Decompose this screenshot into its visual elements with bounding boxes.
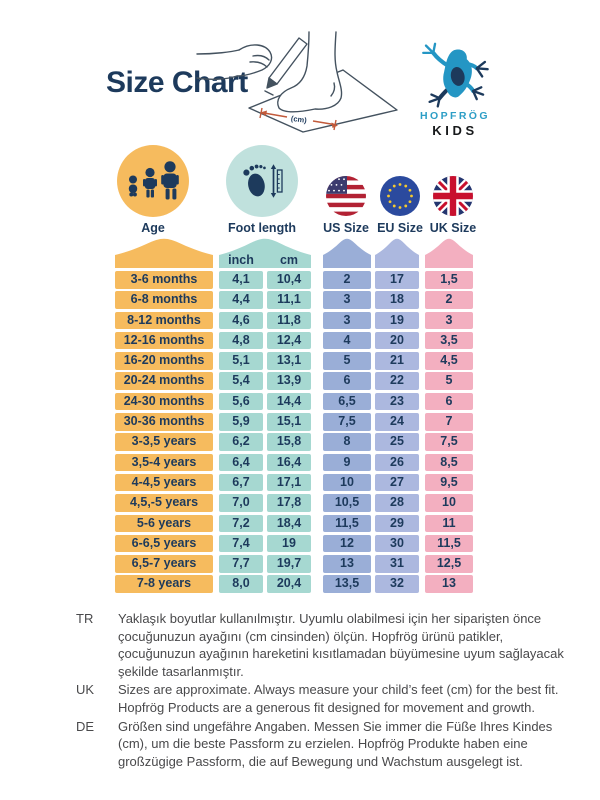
- cell-uk-size: 11: [425, 515, 473, 533]
- cell-uk-size: 1,5: [425, 271, 473, 289]
- cell-inch: 7,0: [219, 494, 263, 512]
- column-label-eu-size: EU Size: [377, 221, 423, 235]
- cell-age: 12-16 months: [115, 332, 213, 350]
- cell-inch: 5,4: [219, 372, 263, 390]
- foot-length-icon: [226, 145, 298, 217]
- table-row: [115, 393, 473, 411]
- cell-cm: 11,1: [267, 291, 311, 309]
- cell-cm: 20,4: [267, 575, 311, 593]
- cell-inch: 7,7: [219, 555, 263, 573]
- table-row: [115, 271, 473, 289]
- cell-uk-size: 10: [425, 494, 473, 512]
- family-figures-icon: [124, 160, 182, 202]
- cell-age: 16-20 months: [115, 352, 213, 370]
- cell-cm: 14,4: [267, 393, 311, 411]
- cell-us-size: 13,5: [323, 575, 371, 593]
- table-row: [115, 332, 473, 350]
- table-header: [115, 238, 473, 268]
- cell-eu-size: 27: [375, 474, 419, 492]
- cell-eu-size: 19: [375, 312, 419, 330]
- cell-us-size: 9: [323, 454, 371, 472]
- cell-age: 6,5-7 years: [115, 555, 213, 573]
- column-label-uk-size: UK Size: [429, 221, 477, 235]
- cell-cm: 17,8: [267, 494, 311, 512]
- column-label-foot-length: Foot length: [227, 221, 297, 235]
- cell-us-size: 8: [323, 433, 371, 451]
- note-text: Yaklaşık boyutlar kullanılmıştır. Uyumlu olabilmesi için her siparişten önce çocuğunuzun ayağını (cm cinsinden) ölçün. Hopfrög ürünü patikler, çocuğunuzun ayağının hareketini kısıtlamadan büyümesine uyum sağlayacak şekilde tasarlanmıştır.: [118, 611, 564, 679]
- column-label-us-size: US Size: [323, 221, 369, 235]
- cell-cm: 16,4: [267, 454, 311, 472]
- cell-age: 7-8 years: [115, 575, 213, 593]
- cell-eu-size: 28: [375, 494, 419, 512]
- page-title: Size Chart: [106, 66, 248, 99]
- cell-eu-size: 26: [375, 454, 419, 472]
- cell-uk-size: 8,5: [425, 454, 473, 472]
- column-header-foot-length: [219, 238, 311, 268]
- cell-uk-size: 5: [425, 372, 473, 390]
- note-lang-label: TR: [76, 611, 94, 626]
- column-label-age: Age: [141, 221, 165, 235]
- table-row: [115, 413, 473, 431]
- cell-uk-size: 3,5: [425, 332, 473, 350]
- cell-us-size: 3: [323, 312, 371, 330]
- cell-inch: 6,2: [219, 433, 263, 451]
- cell-cm: 18,4: [267, 515, 311, 533]
- cell-uk-size: 11,5: [425, 535, 473, 553]
- cell-eu-size: 22: [375, 372, 419, 390]
- cell-age: 8-12 months: [115, 312, 213, 330]
- cell-uk-size: 2: [425, 291, 473, 309]
- cell-inch: 4,4: [219, 291, 263, 309]
- cell-cm: 19: [267, 535, 311, 553]
- cell-cm: 19,7: [267, 555, 311, 573]
- cell-age: 30-36 months: [115, 413, 213, 431]
- table-row: [115, 535, 473, 553]
- cell-us-size: 4: [323, 332, 371, 350]
- table-row: [115, 555, 473, 573]
- footprint-ruler-icon: [240, 159, 284, 203]
- note-text: Sizes are approximate. Always measure your child’s feet (cm) for the best fit. Hopfrög Products are a generous fit designed for movement and growth.: [118, 682, 559, 715]
- cell-inch: 5,1: [219, 352, 263, 370]
- column-header-uk-size: [425, 238, 473, 268]
- us-flag-icon: [326, 176, 366, 216]
- table-row: [115, 454, 473, 472]
- cell-uk-size: 9,5: [425, 474, 473, 492]
- cell-us-size: 10: [323, 474, 371, 492]
- cell-uk-size: 12,5: [425, 555, 473, 573]
- cell-inch: 4,6: [219, 312, 263, 330]
- cell-age: 3,5-4 years: [115, 454, 213, 472]
- frog-logo-icon: [418, 42, 492, 110]
- size-table: [115, 271, 473, 596]
- cell-eu-size: 18: [375, 291, 419, 309]
- cell-cm: 13,9: [267, 372, 311, 390]
- note-lang-label: DE: [76, 718, 95, 734]
- table-row: [115, 372, 473, 390]
- cm-label: (cm): [290, 113, 308, 125]
- cell-age: 6-8 months: [115, 291, 213, 309]
- table-row: [115, 433, 473, 451]
- cell-uk-size: 3: [425, 312, 473, 330]
- cell-uk-size: 13: [425, 575, 473, 593]
- cell-age: 24-30 months: [115, 393, 213, 411]
- cell-inch: 7,2: [219, 515, 263, 533]
- cell-eu-size: 17: [375, 271, 419, 289]
- cell-us-size: 3: [323, 291, 371, 309]
- table-row: [115, 291, 473, 309]
- cell-inch: 6,4: [219, 454, 263, 472]
- cell-uk-size: 6: [425, 393, 473, 411]
- cell-age: 3-6 months: [115, 271, 213, 289]
- cell-us-size: 6,5: [323, 393, 371, 411]
- table-row: [115, 494, 473, 512]
- cell-uk-size: 7,5: [425, 433, 473, 451]
- cell-eu-size: 32: [375, 575, 419, 593]
- notes: [76, 610, 568, 771]
- cell-eu-size: 29: [375, 515, 419, 533]
- cell-us-size: 5: [323, 352, 371, 370]
- note-text: Größen sind ungefähre Angaben. Messen Sie immer die Füße Ihres Kindes (cm), um die beste Passform zu erzielen. Hopfrög Produkte haben eine großzügige Passform, die auf Bewegung und Wachstum ausgelegt ist.: [118, 718, 553, 769]
- cell-us-size: 6: [323, 372, 371, 390]
- foot-measuring-illustration: [195, 28, 405, 134]
- cell-uk-size: 7: [425, 413, 473, 431]
- note-uk: [76, 681, 568, 716]
- cell-inch: 5,9: [219, 413, 263, 431]
- note-tr: [76, 610, 568, 680]
- cell-uk-size: 4,5: [425, 352, 473, 370]
- cell-eu-size: 24: [375, 413, 419, 431]
- brand-sub-name: KIDS: [432, 123, 478, 138]
- column-header-eu-size: [375, 238, 419, 268]
- table-row: [115, 575, 473, 593]
- cell-us-size: 2: [323, 271, 371, 289]
- uk-flag-icon: [433, 176, 473, 216]
- note-lang-label: UK: [76, 682, 95, 698]
- cell-cm: 10,4: [267, 271, 311, 289]
- cell-age: 4-4,5 years: [115, 474, 213, 492]
- cell-age: 5-6 years: [115, 515, 213, 533]
- cell-us-size: 11,5: [323, 515, 371, 533]
- cell-eu-size: 31: [375, 555, 419, 573]
- cell-us-size: 10,5: [323, 494, 371, 512]
- cell-age: 4,5,-5 years: [115, 494, 213, 512]
- cell-us-size: 7,5: [323, 413, 371, 431]
- cell-inch: 5,6: [219, 393, 263, 411]
- cell-inch: 4,8: [219, 332, 263, 350]
- cell-eu-size: 30: [375, 535, 419, 553]
- brand-name: HOPFRÖG: [420, 110, 490, 122]
- cell-inch: 4,1: [219, 271, 263, 289]
- cell-cm: 17,1: [267, 474, 311, 492]
- cell-cm: 15,1: [267, 413, 311, 431]
- cell-eu-size: 20: [375, 332, 419, 350]
- cell-us-size: 12: [323, 535, 371, 553]
- cell-eu-size: 21: [375, 352, 419, 370]
- table-row: [115, 474, 473, 492]
- unit-label-cm: cm: [279, 253, 299, 267]
- cell-us-size: 13: [323, 555, 371, 573]
- cell-cm: 13,1: [267, 352, 311, 370]
- cell-inch: 6,7: [219, 474, 263, 492]
- unit-label-inch: inch: [228, 253, 254, 267]
- column-header-us-size: [323, 238, 371, 268]
- cell-cm: 12,4: [267, 332, 311, 350]
- table-row: [115, 352, 473, 370]
- age-icon: [117, 145, 189, 217]
- cell-eu-size: 23: [375, 393, 419, 411]
- cell-age: 20-24 months: [115, 372, 213, 390]
- cell-cm: 15,8: [267, 433, 311, 451]
- cell-inch: 7,4: [219, 535, 263, 553]
- cell-age: 3-3,5 years: [115, 433, 213, 451]
- cell-age: 6-6,5 years: [115, 535, 213, 553]
- column-header-age: [115, 238, 213, 268]
- cell-inch: 8,0: [219, 575, 263, 593]
- table-row: [115, 515, 473, 533]
- eu-flag-icon: [380, 176, 420, 216]
- cell-cm: 11,8: [267, 312, 311, 330]
- table-row: [115, 312, 473, 330]
- note-de: [76, 718, 568, 771]
- cell-eu-size: 25: [375, 433, 419, 451]
